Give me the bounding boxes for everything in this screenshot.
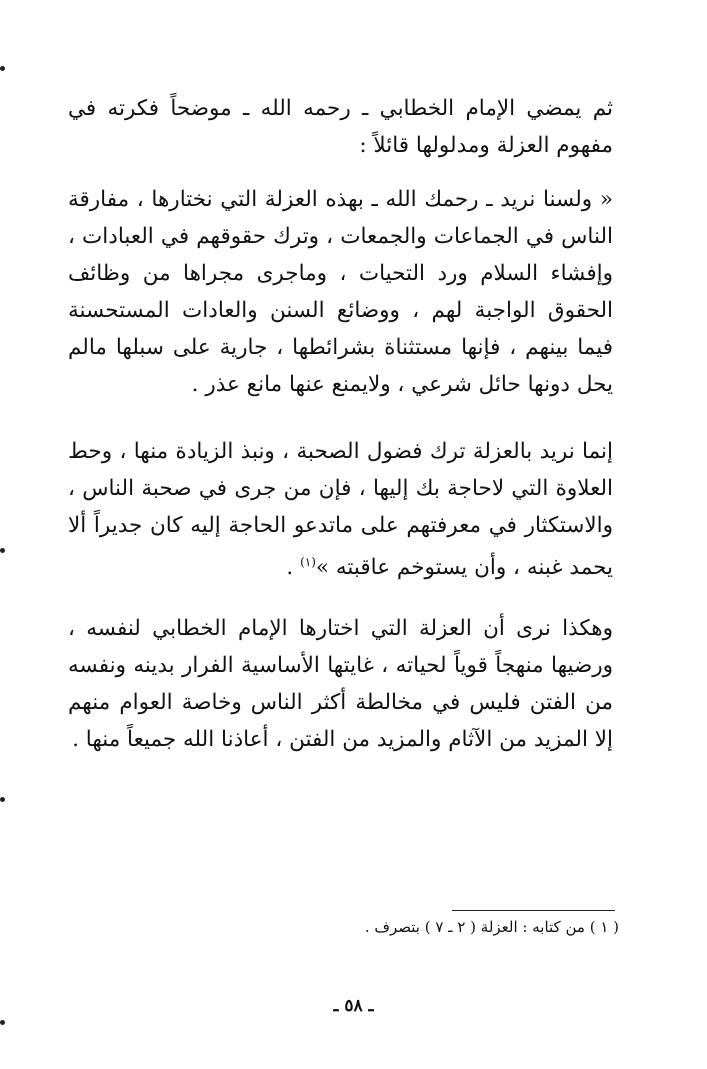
intro-paragraph: ثم يمضي الإمام الخطابي ـ رحمه الله ـ موضحاً فكرته في مفهوم العزلة ومدلولها قائلاً : xyxy=(68,96,613,158)
scan-edge-mark xyxy=(0,66,5,71)
quote-paragraph-2 xyxy=(68,433,613,586)
quote-paragraph-2-text: إنما نريد بالعزلة ترك فضول الصحبة ، ونبذ الزيادة منها ، وحط العلاوة التي لاحاجة بك إليها ، فإن من جرى في صحبة الناس ، والاستكثار في معرفتهم على ماتدعو الحاجة إليه كان جديراً ألا يحمد غبنه ، وأن يستوخم عاقبته » xyxy=(68,439,613,581)
footnote-separator xyxy=(452,910,615,911)
quote-end-mark: . xyxy=(286,555,301,581)
conclusion-paragraph: وهكذا نرى أن العزلة التي اختارها الإمام الخطابي لنفسه ، ورضيها منهجاً قوياً لحياته ، غايتها الأساسية الفرار بدينه ونفسه من الفتن فليس في مخالطة أكثر الناس وخاصة العوام منهم إلا المزيد من الآثام والمزيد من الفتن ، أعاذنا الله جميعاً منها . xyxy=(68,616,613,752)
scan-edge-mark xyxy=(0,797,5,802)
footnote-reference[interactable]: (١) xyxy=(300,555,316,569)
scan-edge-mark xyxy=(0,548,5,553)
page-number: ـ ٥٨ ـ xyxy=(333,996,374,1016)
quote-paragraph-1: « ولسنا نريد ـ رحمك الله ـ بهذه العزلة التي نختارها ، مفارقة الناس في الجماعات والجمعات ، وترك حقوقهم في العبادات ، وإفشاء السلام ورد التحيات ، وماجرى مجراها من وظائف الحقوق الواجبة لهم ، ووضائع السنن والعادات المستحسنة فيما بينهم ، فإنها مستثناة بشرائطها ، جارية على سبلها مالم يحل دونها حائل شرعي ، ولايمنع عنها مانع عذر . xyxy=(68,187,613,397)
footnote: ( ١ ) من كتابه : العزلة ( ٢ ـ ٧ ) بتصرف . xyxy=(364,918,619,936)
scan-edge-mark xyxy=(0,1020,5,1025)
